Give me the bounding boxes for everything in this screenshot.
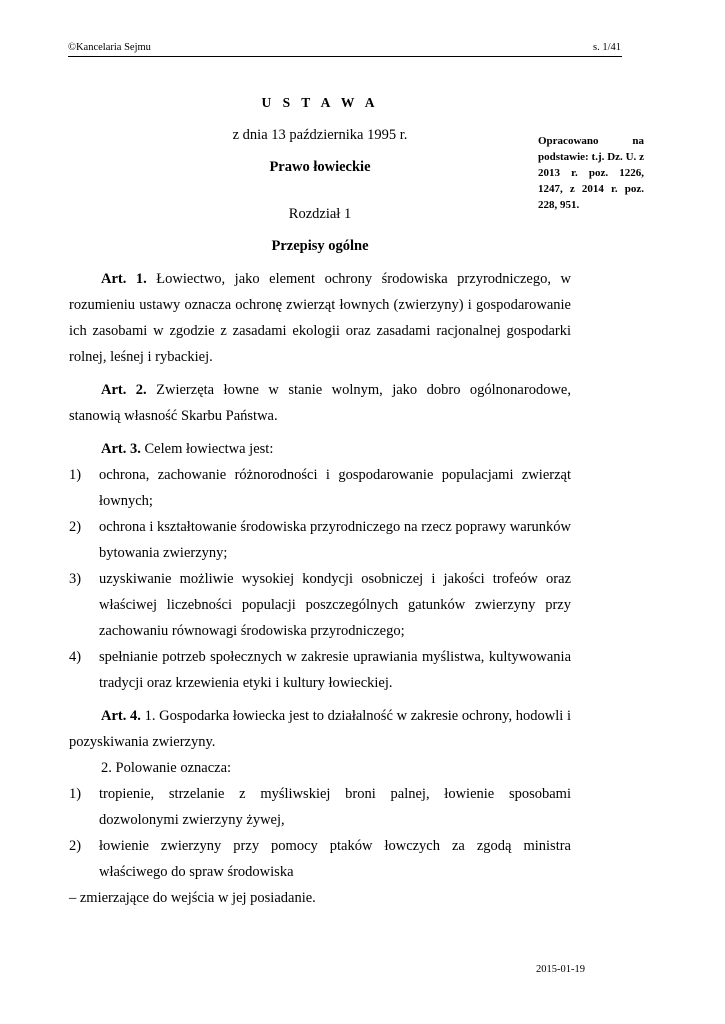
- footer-date: 2015-01-19: [536, 964, 585, 975]
- list-item-number: 1): [69, 786, 82, 802]
- document-body: [69, 266, 571, 911]
- header-source: ©Kancelaria Sejmu: [68, 42, 151, 53]
- list-item-number: 1): [69, 467, 82, 483]
- article-4-list: [69, 781, 571, 885]
- article-4-closing: – zmierzające do wejścia w jej posiadanie.: [69, 890, 316, 906]
- document-title: U S T A W A: [261, 95, 379, 110]
- list-item-text: uzyskiwanie możliwie wysokiej kondycji osobniczej i jakości trofeów oraz właściwej liczebności populacji poszczególnych gatunków zwierzyny przy zachowaniu równowagi środowiska przyrodniczego;: [99, 571, 571, 639]
- chapter-title: Przepisy ogólne: [271, 238, 369, 254]
- list-item: [69, 644, 571, 696]
- list-item: [69, 462, 571, 514]
- list-item: [69, 514, 571, 566]
- chapter-number: Rozdział 1: [288, 206, 352, 222]
- list-item: [69, 833, 571, 885]
- article-1-text: Łowiectwo, jako element ochrony środowiska przyrodniczego, w rozumieniu ustawy oznacza ochronę zwierząt łownych (zwierzyny) i gospodarowanie ich zasobami w zgodzie z zasadami ekologii oraz zasadami racjonalnej gospodarki rolnej, leśnej i rybackiej.: [69, 271, 571, 365]
- article-3-list: [69, 462, 571, 696]
- list-item: [69, 566, 571, 644]
- list-item-number: 2): [69, 838, 82, 854]
- header-rule: [68, 56, 622, 57]
- article-2: [69, 377, 571, 429]
- side-note-source: Opracowano na podstawie: t.j. Dz. U. z 2013 r. poz. 1226, 1247, z 2014 r. poz. 228, 951.: [538, 135, 644, 211]
- list-item-number: 4): [69, 649, 82, 665]
- article-3: [69, 436, 571, 462]
- list-item-text: ochrona, zachowanie różnorodności i gospodarowanie populacjami zwierząt łownych;: [99, 467, 571, 509]
- article-4-text: 1. Gospodarka łowiecka jest to działalność w zakresie ochrony, hodowli i pozyskiwania zwierzyny.: [69, 708, 571, 750]
- article-4-label: Art. 4.: [101, 708, 141, 724]
- article-3-label: Art. 3.: [101, 441, 141, 457]
- list-item-number: 2): [69, 519, 82, 535]
- document-date: z dnia 13 października 1995 r.: [232, 127, 408, 143]
- list-item-text: spełnianie potrzeb społecznych w zakresie uprawiania myślistwa, kultywowania tradycji oraz krzewienia etyki i kultury łowieckiej.: [99, 649, 571, 691]
- document-name: Prawo łowieckie: [269, 159, 371, 175]
- list-item-number: 3): [69, 571, 82, 587]
- article-2-text: Zwierzęta łowne w stanie wolnym, jako dobro ogólnonarodowe, stanowią własność Skarbu Państwa.: [69, 382, 571, 424]
- list-item-text: tropienie, strzelanie z myśliwskiej broni palnej, łowienie sposobami dozwolonymi zwierzyny żywej,: [99, 786, 571, 828]
- article-4: [69, 703, 571, 755]
- list-item: [69, 781, 571, 833]
- article-3-text: Celem łowiectwa jest:: [140, 441, 274, 457]
- list-item-text: ochrona i kształtowanie środowiska przyrodniczego na rzecz poprawy warunków bytowania zwierzyny;: [99, 519, 571, 561]
- article-1-label: Art. 1.: [101, 271, 147, 287]
- article-4-paragraph-2: 2. Polowanie oznacza:: [101, 760, 232, 776]
- article-2-label: Art. 2.: [101, 382, 147, 398]
- article-1: [69, 266, 571, 370]
- list-item-text: łowienie zwierzyny przy pomocy ptaków łowczych za zgodą ministra właściwego do spraw środowiska: [99, 838, 571, 880]
- header-page-number: s. 1/41: [592, 42, 621, 53]
